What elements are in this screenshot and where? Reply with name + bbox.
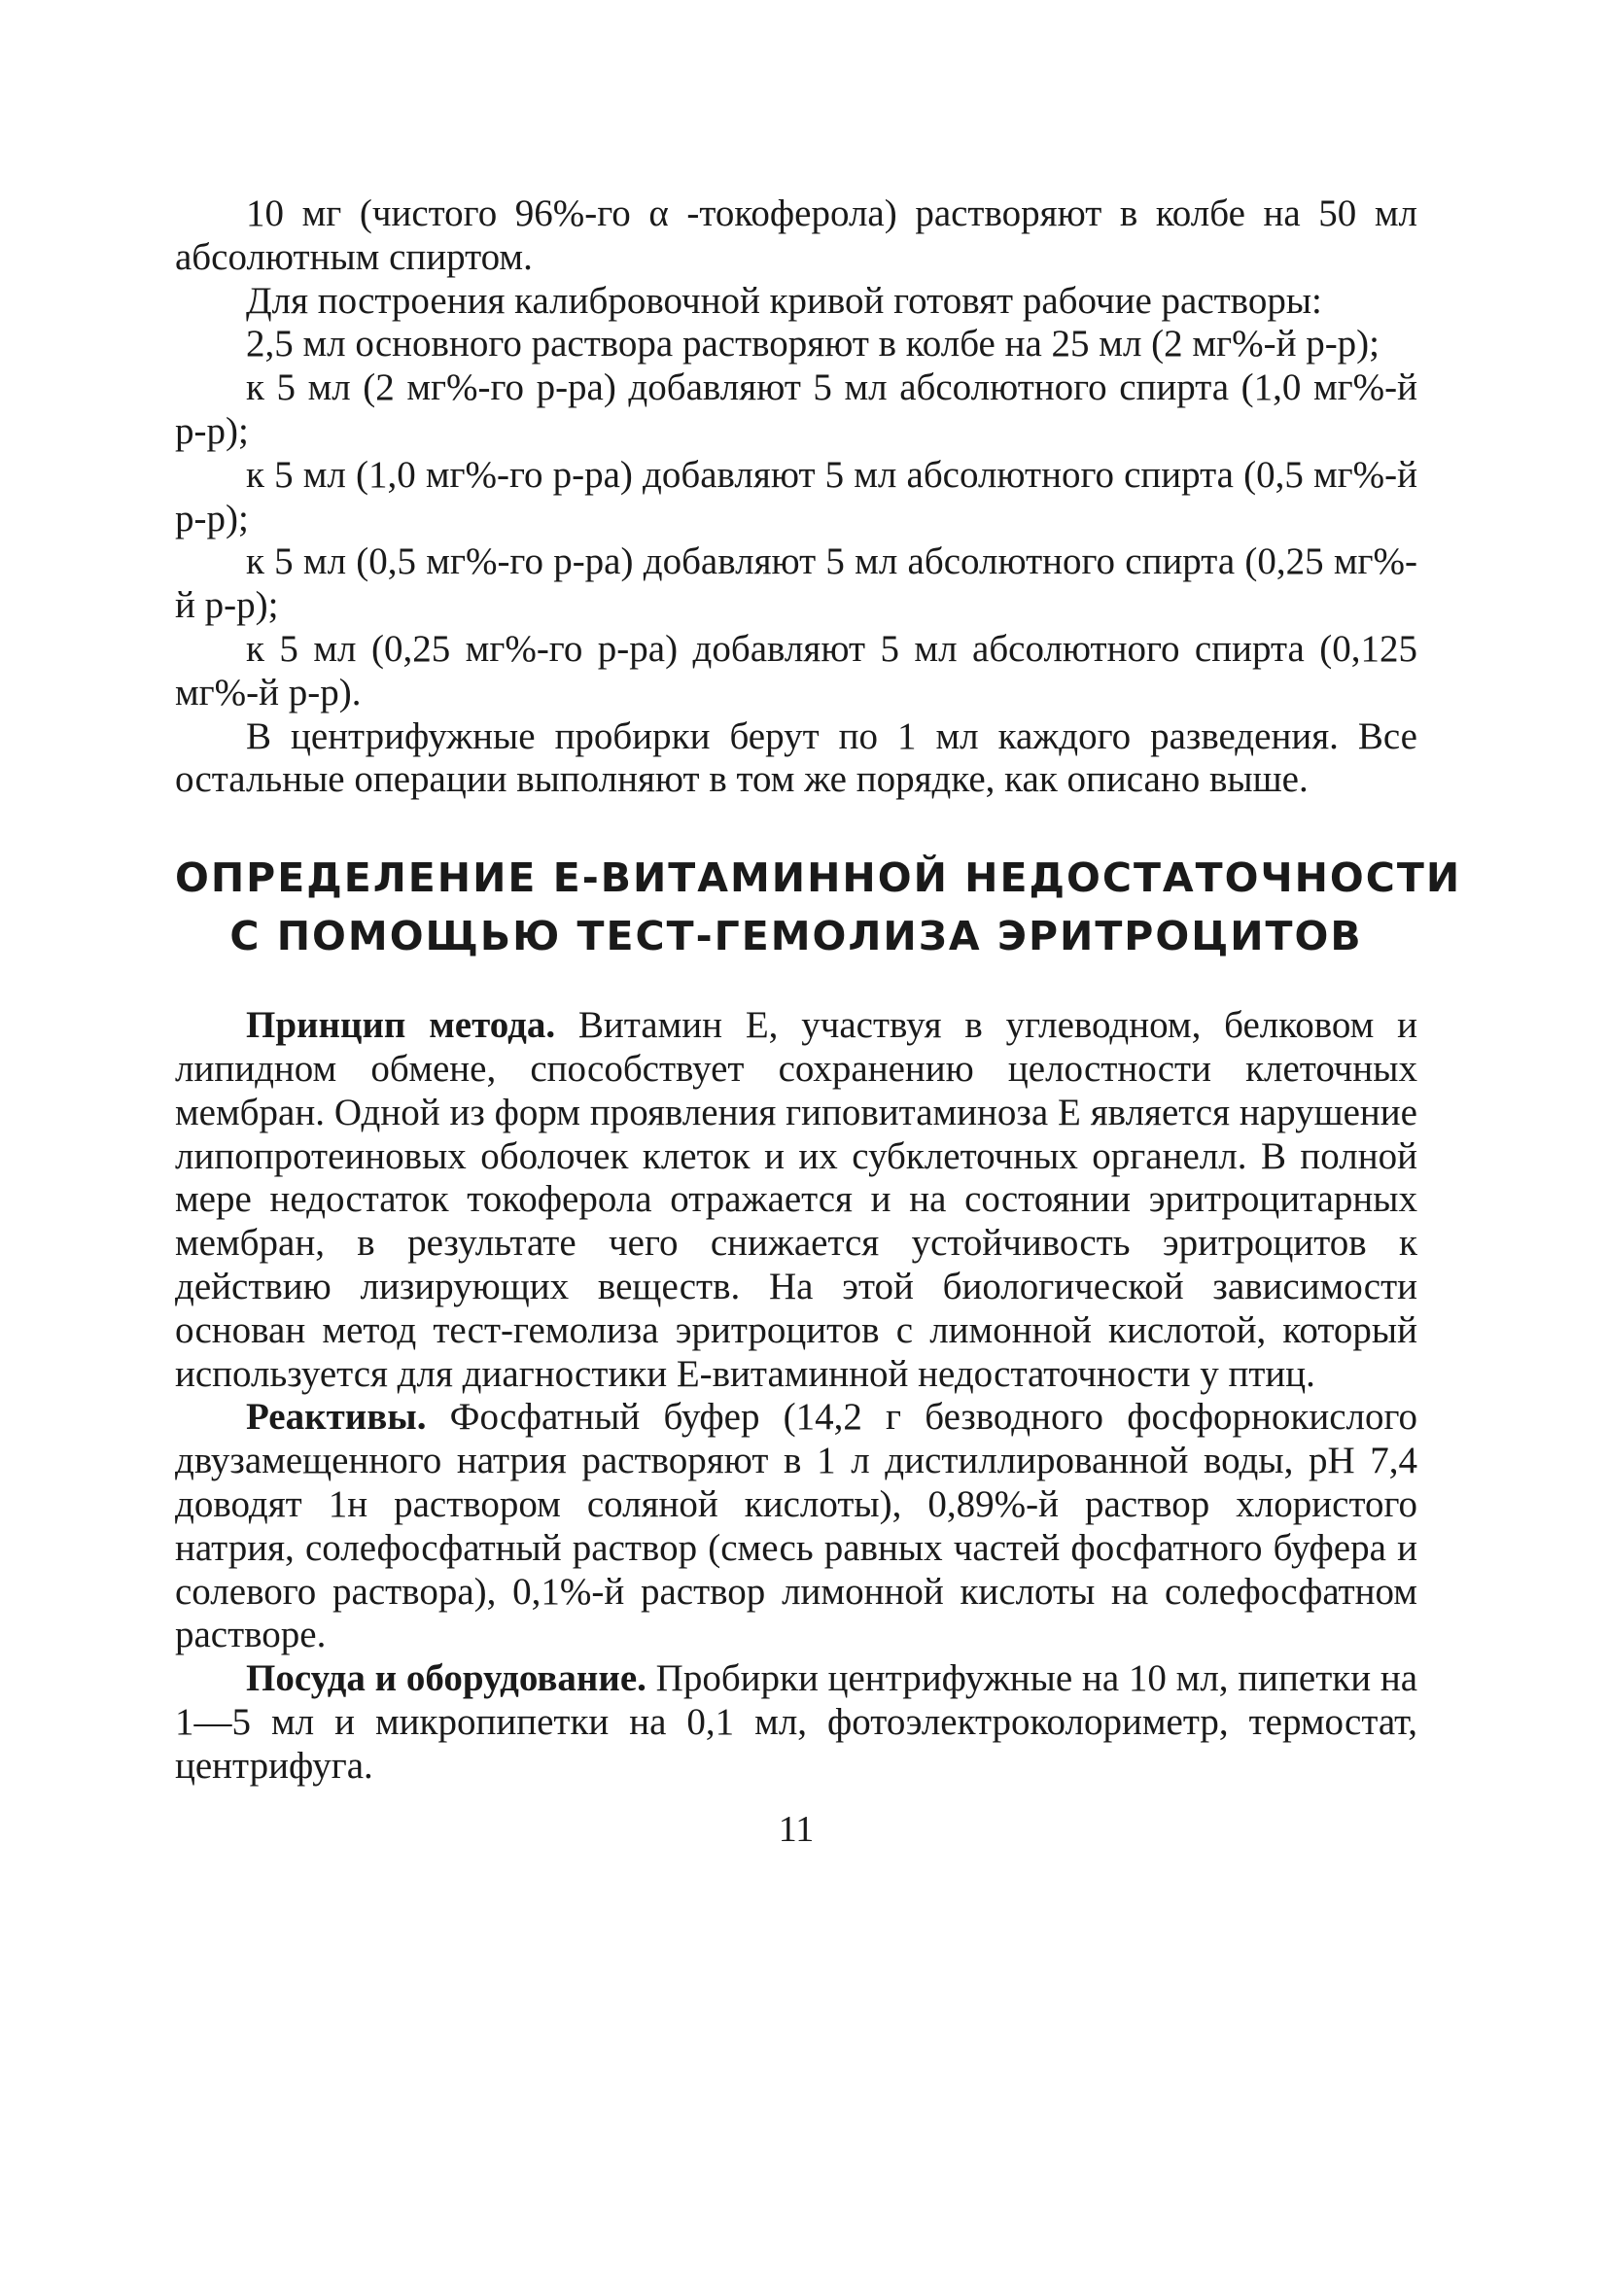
paragraph-dilution-4: к 5 мл (0,5 мг%-го р-ра) добавляют 5 мл абсолютного спирта (0,25 мг%-й р-р);	[175, 540, 1417, 627]
reagents-lead: Реактивы.	[246, 1396, 427, 1439]
paragraph-dilution-5: к 5 мл (0,25 мг%-го р-ра) добавляют 5 мл абсолютного спирта (0,125 мг%-й р-р).	[175, 627, 1417, 713]
paragraph-reagents	[175, 1396, 1417, 1657]
equipment-text: Пробирки центрифужные на 10 мл, пипетки на 1—5 мл и микропипетки на 0,1 мл, фотоэлектроколориметр, термостат, центрифуга.	[175, 1657, 1418, 1787]
method-principle-lead: Принцип метода.	[246, 1004, 556, 1047]
section-heading-line-2: С ПОМОЩЬЮ ТЕСТ-ГЕМОЛИЗА ЭРИТРОЦИТОВ	[229, 913, 1363, 960]
paragraph-method-principle	[175, 1004, 1417, 1396]
document-page	[175, 192, 1462, 2234]
section-heading-line-1: ОПРЕДЕЛЕНИЕ Е-ВИТАМИННОЙ НЕДОСТАТОЧНОСТИ	[175, 854, 1462, 902]
page-number: 11	[778, 1808, 815, 1850]
paragraph-equipment	[175, 1657, 1417, 1788]
paragraph-dilution-1: 2,5 мл основного раствора растворяют в колбе на 25 мл (2 мг%-й р-р);	[246, 323, 1380, 365]
method-principle-text: Витамин Е, участвуя в углеводном, белковом и липидном обмене, способствует сохранению целостности клеточных мембран. Одной из форм проявления гиповитаминоза Е является нарушение липопротеиновых оболочек клеток и их субклеточных органелл. В полной мере недостаток токоферола отражается и на состоянии эритроцитарных мембран, в результате чего снижается устойчивость эритроцитов к действию лизирующих веществ. На этой биологической зависимости основан метод тест-гемолиза эритроцитов с лимонной кислотой, который используется для диагностики Е-витаминной недостаточности у птиц.	[175, 1004, 1417, 1395]
paragraph-calibration-intro: Для построения калибровочной кривой готовят рабочие растворы:	[246, 279, 1322, 322]
paragraph-dilution-2: к 5 мл (2 мг%-го р-ра) добавляют 5 мл абсолютного спирта (1,0 мг%-й р-р);	[175, 366, 1417, 452]
paragraph-procedure-note: В центрифужные пробирки берут по 1 мл каждого разведения. Все остальные операции выполняют в том же порядке, как описано выше.	[175, 714, 1417, 801]
equipment-lead: Посуда и оборудование.	[246, 1657, 646, 1700]
paragraph-dilution-3: к 5 мл (1,0 мг%-го р-ра) добавляют 5 мл абсолютного спирта (0,5 мг%-й р-р);	[175, 453, 1417, 539]
paragraph-stock-solution: 10 мг (чистого 96%-го α -токоферола) растворяют в колбе на 50 мл абсолютным спиртом.	[175, 192, 1417, 278]
reagents-text: Фосфатный буфер (14,2 г безводного фосфорнокислого двузамещенного натрия растворяют в 1 л дистиллированной воды, рН 7,4 доводят 1н раствором соляной кислоты), 0,89%-й раствор хлористого натрия, солефосфатный раствор (смесь равных частей фосфатного буфера и солевого раствора), 0,1%-й раствор лимонной кислоты на солефосфатном растворе.	[175, 1396, 1417, 1656]
section-heading	[175, 849, 1462, 965]
